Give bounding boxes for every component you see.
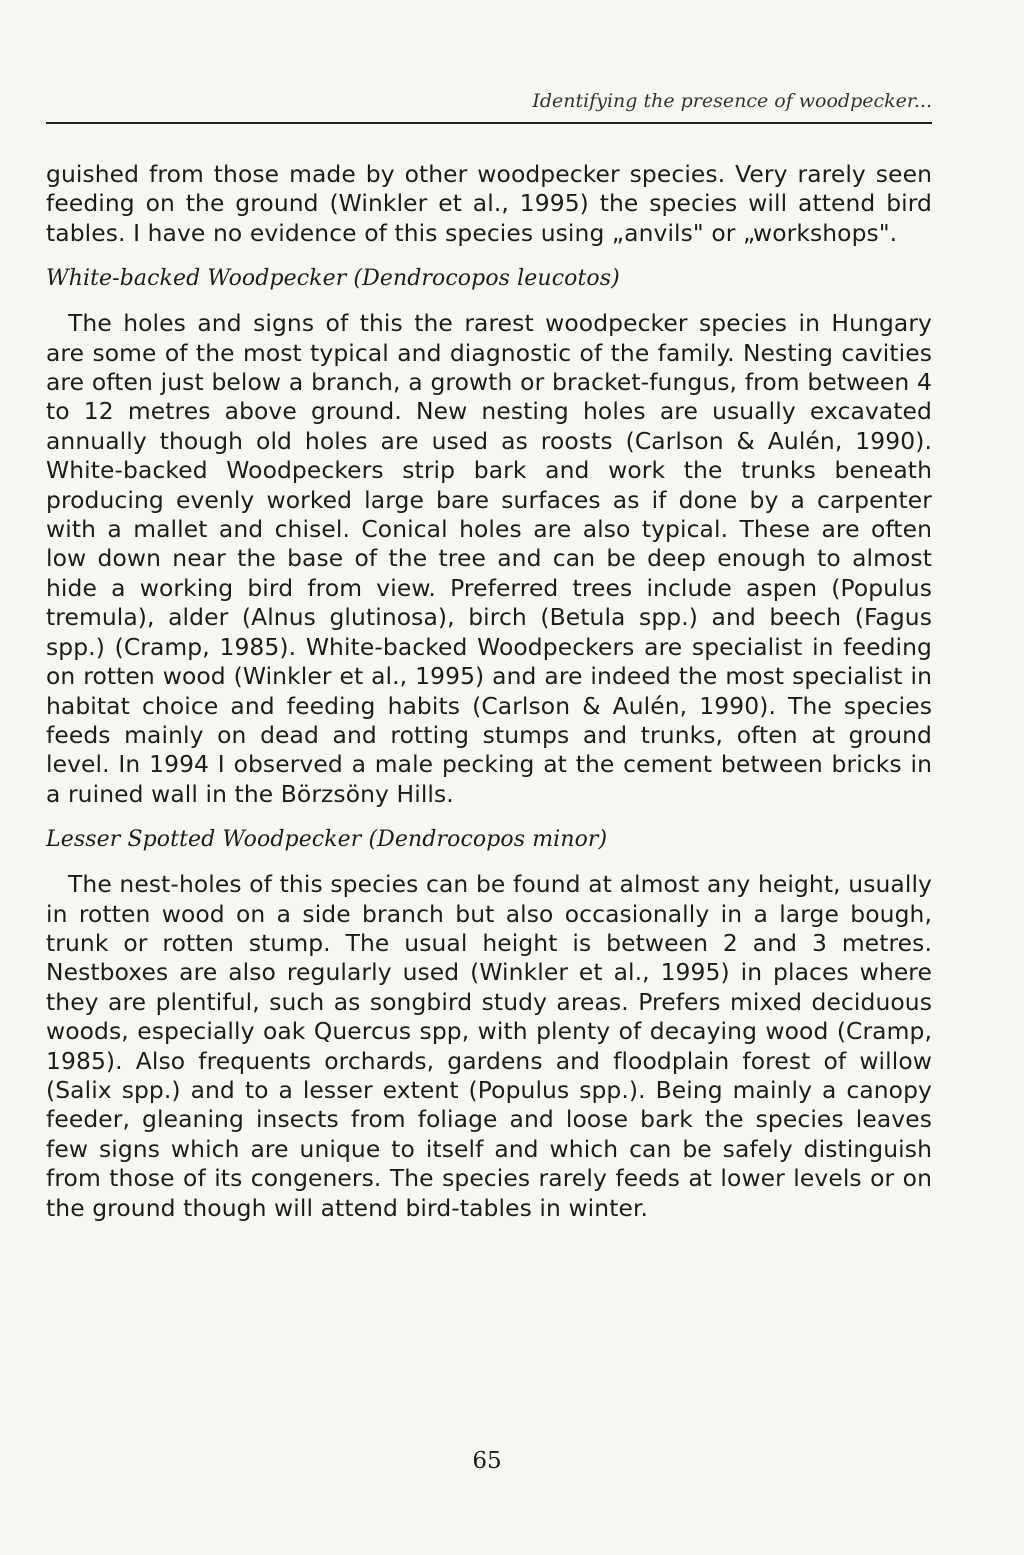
running-head: Identifying the presence of woodpecker... [532, 90, 932, 112]
header-divider [46, 122, 932, 124]
section-heading-lesser-spotted: Lesser Spotted Woodpecker (Dendrocopos minor) [46, 827, 608, 853]
page-number: 65 [472, 1448, 502, 1474]
section-heading-white-backed: White-backed Woodpecker (Dendrocopos leucotos) [46, 266, 620, 292]
section-text-white-backed: The holes and signs of this the rarest woodpecker species in Hungary are some of the most typical and diagnostic of the family. Nesting cavities are often just below a branch, a growth or bracket-fungus, from between 4 to 12 metres above ground. New nesting holes are usually excavated annually though old holes are used as roosts (Carlson & Aulén, 1990). White-backed Woodpeckers strip bark and work the trunks beneath producing evenly worked large bare surfaces as if done by a carpenter with a mallet and chisel. Conical holes are also typical. These are often low down near the base of the tree and can be deep enough to almost hide a working bird from view. Preferred trees include aspen (Populus tremula), alder (Alnus glutinosa), birch (Betula spp.) and beech (Fagus spp.) (Cramp, 1985). White-backed Woodpeckers are specialist in feeding on rotten wood (Winkler et al., 1995) and are indeed the most specialist in habitat choice and feeding habits (Carlson & Aulén, 1990). The species feeds mainly on dead and rotting stumps and trunks, often at ground level. In 1994 I observed a male pecking at the cement between bricks in a ruined wall in the Börzsöny Hills. [46, 309, 932, 808]
page-body [46, 160, 932, 1223]
opening-paragraph: guished from those made by other woodpecker species. Very rarely seen feeding on the ground (Winkler et al., 1995) the species will attend bird tables. I have no evidence of this species using „anvils" or „workshops". [46, 160, 932, 247]
section-text-lesser-spotted: The nest-holes of this species can be found at almost any height, usually in rotten wood on a side branch but also occasionally in a large bough, trunk or rotten stump. The usual height is between 2 and 3 metres. Nestboxes are also regularly used (Winkler et al., 1995) in places where they are plentiful, such as songbird study areas. Prefers mixed deciduous woods, especially oak Quercus spp, with plenty of decaying wood (Cramp, 1985). Also frequents orchards, gardens and floodplain forest of willow (Salix spp.) and to a lesser extent (Populus spp.). Being mainly a canopy feeder, gleaning insects from foliage and loose bark the species leaves few signs which are unique to itself and which can be safely distinguish from those of its congeners. The species rarely feeds at lower levels or on the ground though will attend bird-tables in winter. [46, 870, 932, 1222]
